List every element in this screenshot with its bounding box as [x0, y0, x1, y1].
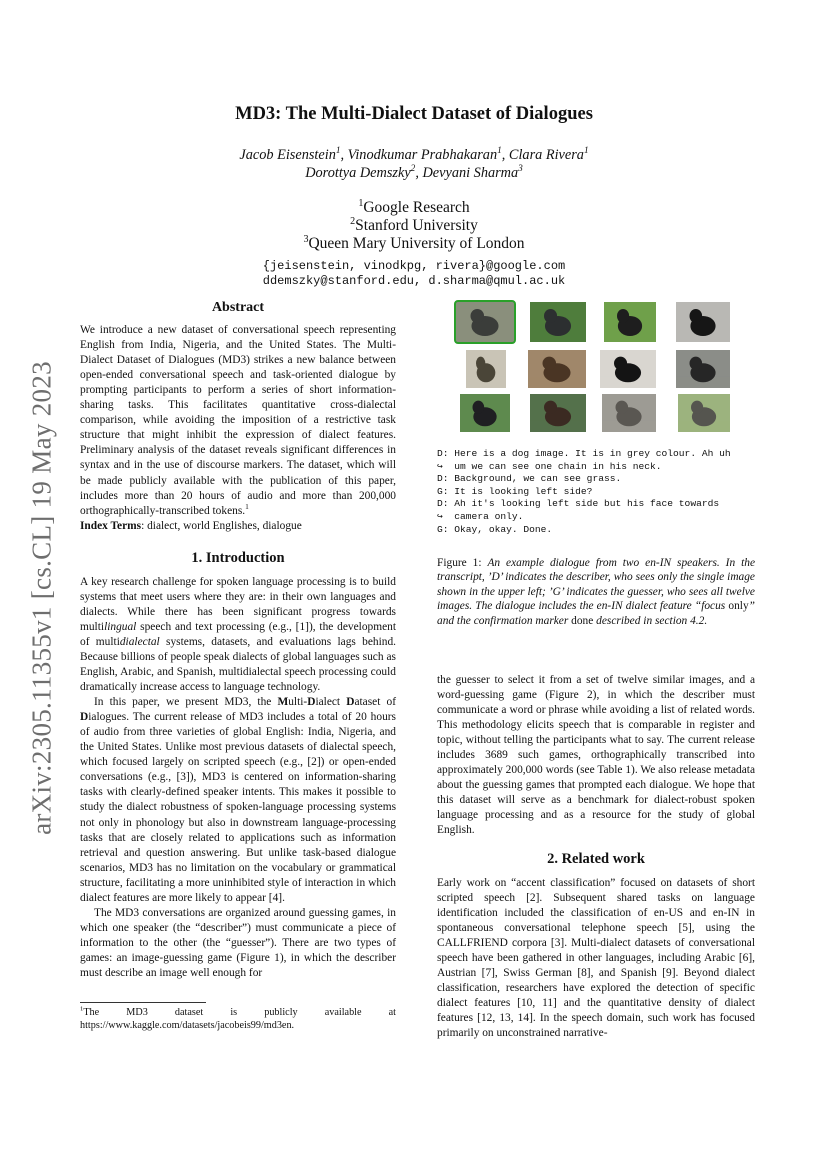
affiliation-name: Queen Mary University of London: [308, 235, 525, 252]
author-name: Vinodkumar Prabhakaran: [347, 147, 498, 163]
intro-paragraph-1: A key research challenge for spoken language processing is to build systems that meet users where they are: in their own languages and dialects. While there has been significant progress towards multilingual speech and text processing (e.g., [1]), the development of multidialectal systems, datasets, and evaluations lags behind. Because billions of people speak dialects of global languages such as English, Arabic, and Spanish, multidialectal speech processing could dramatically increase access to language technology.: [80, 575, 396, 694]
transcript-line: G: It is looking left side?: [437, 485, 593, 497]
footnote-sup: 1: [80, 1005, 84, 1013]
index-terms: : dialect, world Englishes, dialogue: [141, 519, 302, 532]
dog-photo-icon: [456, 302, 514, 342]
dog-photo-icon: [600, 350, 656, 388]
related-work-heading: 2. Related work: [547, 850, 645, 867]
intro-paragraph-3: The MD3 conversations are organized around guessing games, in which one speaker (the “describer”) must communicate a piece of information to the other (the “guesser”). There are two types of games: an image-guessing game (Figure 1), in which the describer must describe an image well enough for: [80, 906, 396, 979]
transcript-line: ↪ camera only.: [437, 510, 524, 522]
paper-title: MD3: The Multi-Dialect Dataset of Dialogues: [235, 104, 593, 124]
footnote-text: The MD3 dataset is publicly available at https://www.kaggle.com/datasets/jacobeis99/md3en.: [80, 1007, 396, 1031]
abstract-heading: Abstract: [211, 300, 265, 315]
dog-photo-icon: [602, 394, 656, 432]
dog-image: [530, 302, 586, 342]
transcript-line: ↪ um we can see one chain in his neck.: [437, 460, 662, 472]
author-line-1: Jacob Eisenstein$^1$, Vinodkumar Prabhakaran$^1$, Clara Rivera$^1$: [239, 146, 589, 163]
intro-paragraph-2: In this paper, we present MD3, the Multi-Dialect Dataset of Dialogues. The current release of MD3 includes a total of 20 hours of audio from three varieties of global English: India, Nigeria, and the United States. Unlike most previous datasets of dialectal speech, which focused largely on scripted speech (e.g., [2]) or open-ended conversations (e.g., [3]), MD3 is centered on information-sharing tasks with clearly-defined speaker intents. This makes it possible to study the dialect robustness of spoken-language processing systems not only in phonology but also in downstream language-processing tasks that are closely related to applications such as information retrieval and question answering. But unlike task-based dialogue scenarios, MD3 has no limitation on the vocabulary or grammatical structure, facilitating a more uninhibited style of interaction in which dialect features are more likely to appear [4].: [80, 696, 396, 904]
affiliation-name: Google Research: [363, 199, 470, 216]
dog-image: [678, 394, 730, 432]
arxiv-stamp-text: arXiv:2305.11355v1 [cs.CL] 19 May 2023: [26, 361, 57, 835]
affiliation-name: Stanford University: [355, 217, 478, 234]
arxiv-stamp: [22, 348, 62, 848]
dog-image: [460, 394, 510, 432]
dog-image: [676, 350, 730, 388]
affiliation-2: [0, 217, 828, 235]
transcript-line: G: Okay, okay. Done.: [437, 523, 553, 535]
affiliation-sup: 3: [303, 233, 309, 245]
author-name: Devyani Sharma: [422, 165, 519, 181]
right-column: [437, 673, 755, 1041]
footnote-rule: [80, 1002, 206, 1003]
abstract-text: We introduce a new dataset of conversational speech representing English from India, Nigeria, and the United States. The Multi-Dialect Dataset of Dialogues (MD3) strikes a new balance between open-ended conversational speech and task-oriented dialogue by prompting participants to perform a series of short information-sharing tasks. This facilitates quantitative cross-dialectal comparison, while avoiding the imposition of a restrictive task structure that might inhibit the expression of dialect features. Preliminary analysis of the dataset reveals significant differences in syntax and in the use of discourse markers. The dataset, which will be made publicly available with the publication of this paper, includes more than 20 hours of audio and more than 200,000 orthographically-transcribed tokens.: [80, 324, 396, 517]
dog-photo-icon: [528, 350, 586, 388]
transcript-line: D: Ah it's looking left side but his face towards: [437, 498, 720, 510]
dog-image: [530, 394, 586, 432]
affiliation-sup: 2: [350, 215, 356, 227]
dog-photo-icon: [466, 350, 506, 388]
affiliation-3: [0, 235, 828, 253]
dog-photo-icon: [530, 394, 586, 432]
left-column: [80, 300, 396, 981]
dog-photo-icon: [676, 302, 730, 342]
affiliation-1: [0, 199, 828, 217]
author-sup: 3: [518, 164, 523, 175]
transcript-line: D: Here is a dog image. It is in grey colour. Ah uh: [437, 448, 731, 459]
dog-image: [604, 302, 656, 342]
index-terms-label: Index Terms: [80, 519, 142, 532]
author-line-2: Dorottya Demszky$^2$, Devyani Sharma$^3$: [305, 164, 523, 181]
author-name: Jacob Eisenstein: [239, 147, 336, 163]
author-name: Dorottya Demszky: [305, 165, 411, 181]
footnote: [80, 1006, 396, 1032]
dialogue-transcript: [437, 448, 757, 536]
dog-image: [600, 350, 656, 388]
affiliation-sup: 1: [358, 197, 364, 209]
author-sup: 1: [583, 146, 589, 157]
figure-caption: Figure 1: An example dialogue from two en-IN speakers. In the transcript, ’D’ indicates the describer, who sees only the single image shown in the upper left; ’G’ indicates the guesser, who sees all twelve images. The dialogue includes the en-IN dialect feature “focus only” and the confirmation marker done described in section 4.2.: [437, 557, 755, 627]
dog-photo-icon: [678, 394, 730, 432]
dog-image: [466, 350, 506, 388]
email-line-1: {jeisenstein, vinodkpg, rivera}@google.com: [262, 259, 566, 273]
related-work-paragraph: Early work on “accent classification” focused on datasets of short scripted speech [2]. Subsequent shared tasks on language identification included the classification of en-US and en-IN in spontaneous conversational telephone speech [5], using the CALLFRIEND corpora [3]. Multi-dialect datasets of conversational speech have been gathered in other languages, including Arabic [6], Austrian [7], Swiss German [8], and Spanish [9]. Beyond dialect classification, researchers have explored the detection of specific dialect features [10, 11] and the quantitative density of dialect features [12, 13, 14]. In the speech domain, such work has focused primarily on unconstrained narrative-: [437, 876, 755, 1040]
dog-image: [528, 350, 586, 388]
author-name: Clara Rivera: [508, 147, 584, 163]
right-paragraph-1: the guesser to select it from a set of twelve similar images, and a word-guessing game (Figure 2), in which the describer must communicate a word or phrase while avoiding a list of related words. This methodology elicits speech that is comparable in register and topic, without telling the participants what to say. The current release includes 3689 such games, orthographically transcribed into approximately 200,000 words (see Table 1). We also release metadata about the guessing games that prompted each dialogue. We hope that this dataset will serve as a benchmark for dialect-robust spoken language processing and as a resource for the study of global English.: [437, 674, 755, 837]
email-line-2: ddemszky@stanford.edu, d.sharma@qmul.ac.uk: [262, 274, 566, 288]
figure-image-grid: [452, 298, 738, 438]
author-sup: 1: [335, 146, 341, 157]
transcript-line: D: Background, we can see grass.: [437, 473, 622, 485]
footnote-mark: 1: [245, 501, 249, 511]
author-sup: 2: [410, 164, 416, 175]
dog-photo-icon: [676, 350, 730, 388]
intro-heading: 1. Introduction: [191, 549, 285, 566]
author-sup: 1: [497, 146, 502, 157]
selected-dog-image: [456, 302, 514, 342]
dog-photo-icon: [604, 302, 656, 342]
abstract-body: [80, 323, 396, 534]
dog-photo-icon: [460, 394, 510, 432]
dog-photo-icon: [530, 302, 586, 342]
dog-image: [676, 302, 730, 342]
dog-image: [602, 394, 656, 432]
